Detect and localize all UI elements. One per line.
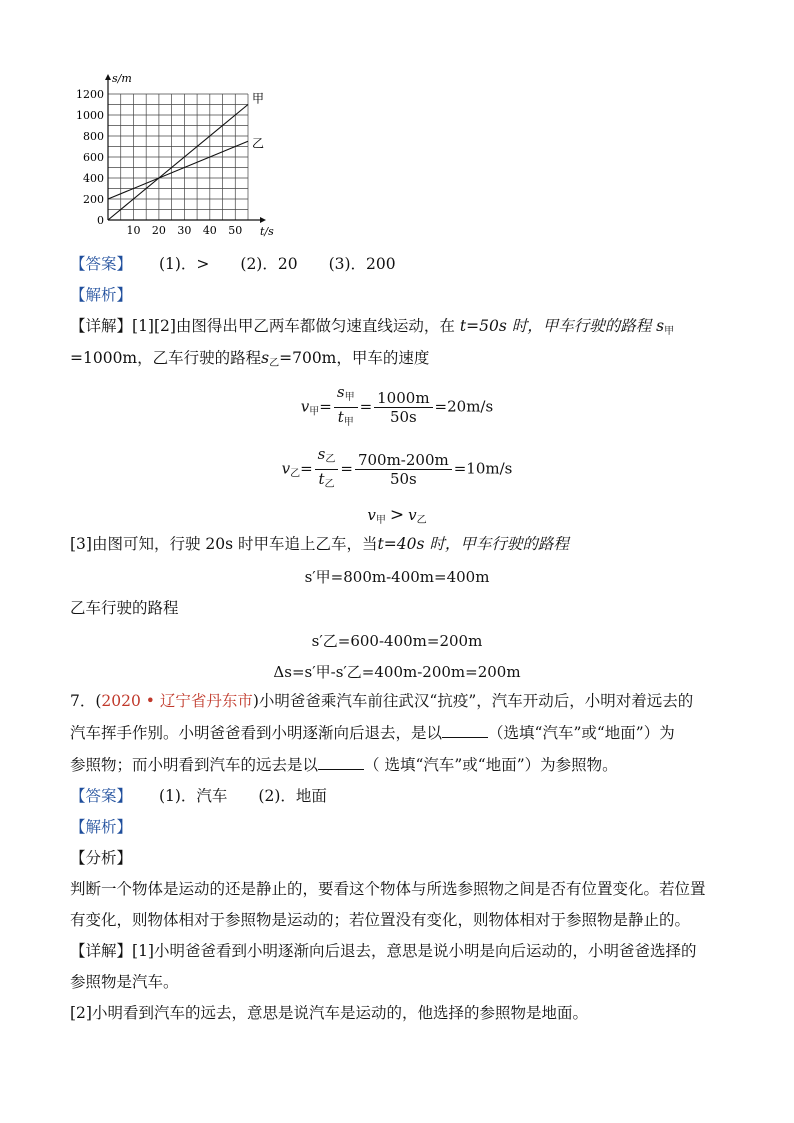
legend-jia: 甲 [252, 91, 265, 106]
y-tick-label: 600 [83, 151, 104, 164]
question-text: （ 选填“汽车”或“地面”）为参照物。 [364, 756, 618, 774]
y-axis-label: s/m [112, 72, 132, 85]
frac [355, 451, 452, 488]
greater-than: > [389, 505, 405, 525]
var: t [318, 470, 325, 488]
detail-text: =700m，甲车的速度 [279, 349, 430, 367]
y-axis-arrow [105, 74, 111, 80]
sub: 乙 [324, 479, 335, 490]
question-number: 7．( [70, 692, 102, 710]
sub: 甲 [343, 417, 354, 428]
x-axis-label: t/s [260, 225, 274, 238]
answer-text: (1)．> (2)．20 (3)．200 [158, 255, 396, 273]
answer-blank-1[interactable] [442, 723, 488, 738]
answer-row-1 [70, 254, 396, 274]
y-tick-label: 0 [97, 214, 104, 227]
detail2-line-2: 参照物是汽车。 [70, 973, 179, 991]
detail-text: [1][2]由图得出甲乙两车都做匀速直线运动，在 [132, 317, 455, 335]
answer-tag: 【答案】 [70, 255, 133, 273]
sub: 乙 [325, 454, 336, 465]
series-line-jia [108, 105, 248, 221]
formula-v-yi: $v_乙=$ $\frac{s_乙}{t_乙}$ = $\frac{700m-200m}{50s}$ =10m/s [0, 445, 794, 494]
var: s [336, 383, 345, 401]
formula-v-jia: $v_甲=$ $\frac{s_甲}{t_甲}$ = $\frac{1000m}{50s}$ =20m/s [0, 383, 794, 432]
fenxi-tag: 【分析】 [70, 849, 133, 867]
detail2-line-3: [2]小明看到汽车的远去，意思是说汽车是运动的，他选择的参照物是地面。 [70, 1004, 588, 1022]
x-tick-label: 40 [202, 224, 217, 237]
var: v [367, 506, 376, 524]
x-axis-arrow [260, 217, 266, 223]
den: 50s [389, 470, 417, 488]
detail-text: [3]由图可知，行驶 20s 时甲车追上乙车，当 [70, 535, 378, 553]
formula-delta-s: Δs=s′甲-s′乙=400m-200m=200m [273, 663, 521, 681]
analysis-tag: 【解析】 [70, 818, 133, 836]
answer-blank-2[interactable] [318, 755, 364, 770]
x-tick-label: 30 [177, 224, 192, 237]
detail-line-1 [70, 316, 674, 342]
st-graph [68, 64, 290, 242]
analysis-tag: 【解析】 [70, 286, 133, 304]
var: v [281, 459, 291, 478]
answer-tag: 【答案】 [70, 787, 133, 805]
y-tick-label: 1000 [76, 109, 104, 122]
var-s: s [656, 317, 665, 335]
formula-s-jia: s′甲=800m-400m=400m [304, 568, 490, 586]
q7-line-2 [70, 723, 675, 743]
sub-jia: 甲 [664, 326, 675, 337]
answer-row-2 [70, 786, 327, 806]
y-tick-label: 200 [83, 193, 104, 206]
detail-text-t50: t=50s 时，甲车行驶的路程 [459, 317, 652, 335]
sub: 乙 [290, 468, 301, 480]
var: t [337, 408, 344, 426]
result: =10m/s [453, 459, 513, 478]
question-text: （选填“汽车”或“地面”）为 [488, 724, 675, 742]
var: s [317, 445, 326, 463]
fenxi-line-1: 判断一个物体是运动的还是静止的，要看这个物体与所选参照物之间是否有位置变化。若位置 [70, 880, 706, 898]
result: =20m/s [434, 397, 494, 416]
x-tick-label: 10 [126, 224, 141, 237]
sub: 甲 [375, 515, 386, 526]
formula-s-yi: s′乙=600-400m=200m [311, 632, 483, 650]
detail-tag: 【详解】 [70, 942, 133, 960]
legend-yi: 乙 [252, 136, 265, 151]
detail-tag: 【详解】 [70, 317, 133, 335]
detail-line-4: 乙车行驶的路程 [70, 599, 179, 617]
question-text: 汽车挥手作别。小明爸爸看到小明逐渐向后退去，是以 [70, 724, 443, 742]
answer-text: (1)．汽车 (2)．地面 [158, 787, 327, 805]
y-tick-label: 800 [83, 130, 104, 143]
detail-line-2 [70, 348, 429, 374]
detail2-line-1 [70, 941, 696, 961]
sub-yi: 乙 [269, 358, 280, 369]
series-line-yi [108, 141, 248, 199]
formula-compare [0, 505, 794, 526]
question-text: 参照物；而小明看到汽车的远去是以 [70, 756, 319, 774]
y-tick-label: 1200 [76, 88, 104, 101]
num: 700m-200m [355, 451, 452, 470]
num: 1000m [374, 389, 432, 408]
fenxi-line-2: 有变化，则物体相对于参照物是运动的；若位置没有变化，则物体相对于参照物是静止的。 [70, 911, 691, 929]
sub: 乙 [416, 515, 427, 526]
x-tick-label: 50 [228, 224, 243, 237]
frac [374, 389, 432, 426]
question-text: )小明爸爸乘汽车前往武汉“抗疫”，汽车开动后，小明对着远去的 [252, 692, 694, 710]
detail-text: =1000m，乙车行驶的路程 [70, 349, 262, 367]
question-source: 2020 • 辽宁省丹东市 [101, 692, 253, 710]
sub: 甲 [344, 392, 355, 403]
detail-text-t40: t=40s 时，甲车行驶的路程 [377, 535, 569, 553]
y-tick-label: 400 [83, 172, 104, 185]
q7-line-3 [70, 755, 618, 775]
q7-line-1 [70, 691, 693, 711]
den: 50s [389, 408, 417, 426]
var: v [300, 397, 310, 416]
detail-line-3 [70, 534, 569, 554]
frac [315, 445, 339, 494]
var: v [408, 506, 417, 524]
x-tick-label: 20 [151, 224, 166, 237]
frac [334, 383, 358, 432]
detail-text: [1]小明爸爸看到小明逐渐向后退去，意思是说小明是向后运动的，小明爸爸选择的 [132, 942, 697, 960]
sub: 甲 [309, 406, 320, 418]
var-s: s [261, 349, 270, 367]
